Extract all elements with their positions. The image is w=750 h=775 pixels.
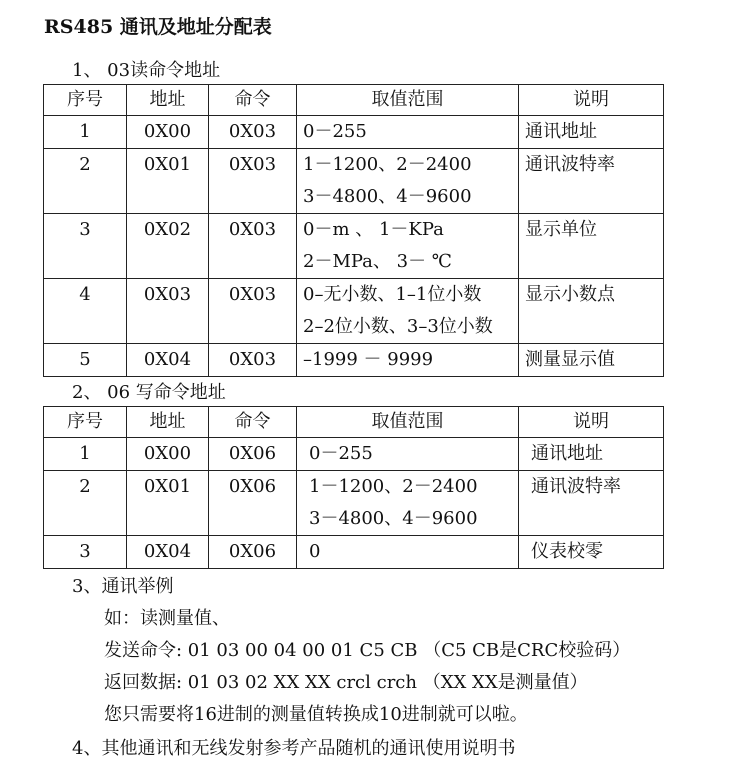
cell-address: 0X01 [127,471,209,536]
document-title: RS485 通讯及地址分配表 [44,16,272,38]
table-row [44,438,664,471]
section3-heading: 3、通讯举例 [72,576,174,597]
range-line: 0－255 [303,121,367,142]
range-line: –1999 － 9999 [303,349,434,370]
range-line: 0 [309,541,321,562]
cell-description: 通讯波特率 [519,149,664,214]
header-address: 地址 [127,407,209,438]
cell-range [297,471,519,536]
table-row [44,344,664,377]
cell-range [297,149,519,214]
table-header-row [44,407,664,438]
example-line-1: 如：读测量值、 [104,608,230,629]
cell-description: 通讯波特率 [519,471,664,536]
cell-no: 2 [44,471,127,536]
cell-range [297,116,519,149]
range-line: 1－1200、2－2400 [309,476,478,497]
header-range: 取值范围 [297,407,519,438]
table-row [44,149,664,214]
example-line-4: 您只需要将16进制的测量值转换成10进制就可以啦。 [104,704,528,725]
cell-command: 0X06 [209,536,297,569]
cell-address: 0X04 [127,536,209,569]
header-command: 命令 [209,85,297,116]
cell-command: 0X06 [209,471,297,536]
header-description: 说明 [519,85,664,116]
header-no: 序号 [44,407,127,438]
read-command-table [43,84,664,377]
section2-heading: 2、 06 写命令地址 [72,382,226,403]
cell-address: 0X02 [127,214,209,279]
cell-address: 0X00 [127,116,209,149]
cell-description: 显示小数点 [519,279,664,344]
range-line: 2–2位小数、3–3位小数 [303,316,493,337]
cell-no: 3 [44,214,127,279]
cell-command: 0X03 [209,344,297,377]
cell-no: 5 [44,344,127,377]
header-description: 说明 [519,407,664,438]
cell-no: 4 [44,279,127,344]
cell-no: 2 [44,149,127,214]
range-line: 0－255 [309,443,373,464]
cell-range [297,279,519,344]
range-line: 3－4800、4－9600 [309,508,478,529]
cell-command: 0X06 [209,438,297,471]
range-line: 3－4800、4－9600 [303,186,472,207]
cell-command: 0X03 [209,116,297,149]
range-line: 0–无小数、1–1位小数 [303,284,482,305]
cell-description: 通讯地址 [519,116,664,149]
table-row [44,279,664,344]
example-line-3: 返回数据: 01 03 02 XX XX crcl crch （XX XX是测量值） [104,672,588,693]
header-range: 取值范围 [297,85,519,116]
section4-heading: 4、其他通讯和无线发射参考产品随机的通讯使用说明书 [72,738,516,759]
cell-address: 0X01 [127,149,209,214]
cell-no: 1 [44,116,127,149]
cell-address: 0X04 [127,344,209,377]
cell-no: 3 [44,536,127,569]
header-command: 命令 [209,407,297,438]
header-address: 地址 [127,85,209,116]
range-line: 1－1200、2－2400 [303,154,472,175]
cell-range [297,536,519,569]
cell-description: 显示单位 [519,214,664,279]
cell-range [297,344,519,377]
table-row [44,214,664,279]
cell-command: 0X03 [209,149,297,214]
cell-description: 测量显示值 [519,344,664,377]
example-line-2: 发送命令: 01 03 00 04 00 01 C5 CB （C5 CB是CRC校验码） [104,640,631,661]
cell-address: 0X00 [127,438,209,471]
write-command-table [43,406,664,569]
cell-range [297,214,519,279]
table-row [44,116,664,149]
table-row [44,471,664,536]
cell-address: 0X03 [127,279,209,344]
cell-no: 1 [44,438,127,471]
cell-description: 仪表校零 [519,536,664,569]
cell-command: 0X03 [209,279,297,344]
range-line: 2－MPa、 3－ ℃ [303,251,452,272]
cell-command: 0X03 [209,214,297,279]
range-line: 0－m 、 1－KPa [303,219,444,240]
header-no: 序号 [44,85,127,116]
cell-range [297,438,519,471]
cell-description: 通讯地址 [519,438,664,471]
table-row [44,536,664,569]
section1-heading: 1、 03读命令地址 [72,60,221,81]
table-header-row [44,85,664,116]
